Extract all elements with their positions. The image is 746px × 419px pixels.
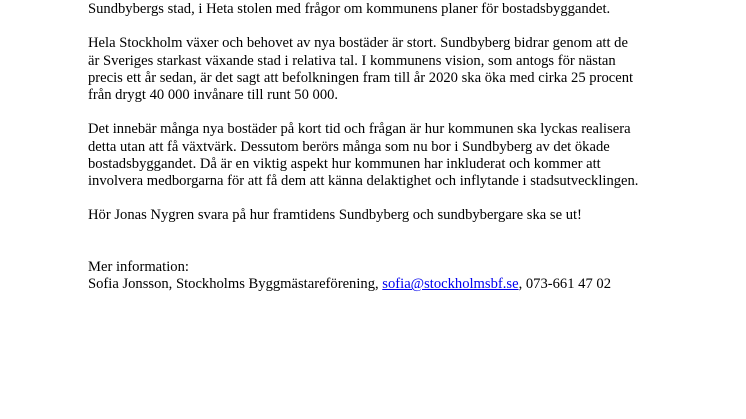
closing-paragraph (88, 207, 738, 224)
document-body (88, 1, 738, 293)
paragraph-line: precis ett år sedan, är det sagt att befolkningen fram till år 2020 ska öka med cirka 25 procent (88, 69, 634, 86)
paragraph-line: involvera medborgarna för att få dem att känna delaktighet och inflytande i stadsutvecklingen. (88, 173, 639, 189)
intro-paragraph (88, 1, 738, 18)
paragraph-line: är Sveriges starkast växande stad i relativa tal. I kommunens vision, som antogs för nästan (88, 52, 616, 69)
contact-section (88, 259, 738, 293)
paragraph-line: Hela Stockholm växer och behovet av nya bostäder är stort. Sundbyberg bidrar genom att de (88, 35, 628, 52)
paragraph-spacer (88, 190, 738, 207)
paragraph-line: bostadsbyggandet. Då är en viktig aspekt hur kommunen har inkluderat och kommer att (88, 155, 601, 172)
more-info-label: Mer information: (88, 258, 189, 275)
paragraph-line: Det innebär många nya bostäder på kort tid och frågan är hur kommunen ska lyckas realisera (88, 121, 631, 138)
intro-line: Sundbybergs stad, i Heta stolen med frågor om kommunens planer för bostadsbyggandet. (88, 1, 611, 17)
paragraph-spacer (88, 18, 738, 35)
paragraph-housing (88, 121, 738, 190)
contact-name-org: Sofia Jonsson, Stockholms Byggmästareförening, (88, 276, 383, 293)
contact-phone: , 073-661 47 02 (518, 276, 611, 293)
paragraph-growth (88, 35, 738, 104)
contact-email-link[interactable]: sofia@stockholmsbf.se (382, 276, 519, 293)
contact-line (88, 276, 738, 293)
closing-line: Hör Jonas Nygren svara på hur framtidens Sundbyberg och sundbybergare ska se ut! (88, 207, 582, 224)
paragraph-line: från drygt 40 000 invånare till runt 50 000. (88, 87, 339, 103)
section-spacer (88, 225, 738, 259)
paragraph-spacer (88, 104, 738, 121)
paragraph-line: detta utan att få växtvärk. Dessutom berörs många som nu bor i Sundbyberg av det ökade (88, 138, 610, 155)
